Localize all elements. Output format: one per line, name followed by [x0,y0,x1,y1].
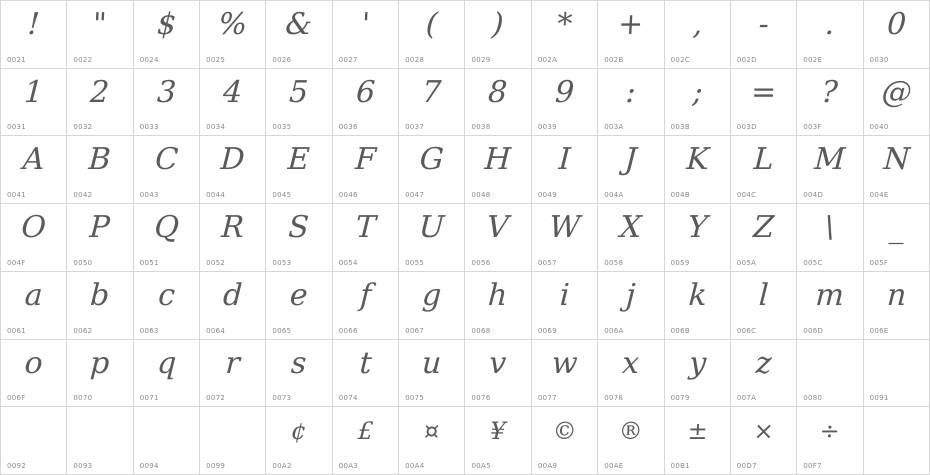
glyph-character: : [624,74,637,110]
glyph-codepoint: 0042 [73,191,93,200]
glyph-cell[interactable] [1,340,67,408]
glyph-cell[interactable] [465,204,531,272]
glyph-codepoint: 0074 [338,394,358,403]
glyph-character: 7 [421,74,443,110]
glyph-cell[interactable] [797,1,863,69]
glyph-codepoint: 00AE [604,462,624,470]
glyph-character: I [557,142,572,178]
glyph-cell[interactable] [399,69,465,137]
glyph-cell[interactable] [731,272,797,340]
glyph-cell[interactable] [200,1,266,69]
glyph-character: X [619,210,643,246]
glyph-cell[interactable] [598,69,664,137]
glyph-codepoint: 0036 [338,123,358,132]
glyph-character: y [687,345,707,381]
glyph-cell[interactable] [67,340,133,408]
glyph-codepoint: 0069 [537,326,557,335]
glyph-cell[interactable] [333,69,399,137]
glyph-character: 6 [355,74,376,110]
glyph-codepoint: 0033 [139,123,159,132]
glyph-codepoint: 004F [7,258,26,267]
glyph-cell[interactable] [731,407,797,475]
glyph-codepoint: 006B [670,326,690,335]
glyph-codepoint: 0028 [405,55,425,64]
glyph-character: , [691,7,703,42]
glyph-cell[interactable] [465,272,531,340]
glyph-cell[interactable] [134,407,200,475]
glyph-codepoint: 006D [803,326,824,335]
glyph-character: T [354,210,377,246]
glyph-character: Z [752,210,775,246]
glyph-codepoint: 0031 [7,123,27,132]
glyph-codepoint: 0029 [471,55,491,64]
glyph-cell[interactable] [333,340,399,408]
glyph-character: * [556,7,573,42]
glyph-character: v [488,345,508,381]
glyph-codepoint: 0092 [7,462,27,470]
glyph-cell[interactable] [1,204,67,272]
glyph-character: _ [887,210,905,246]
glyph-cell[interactable] [399,136,465,204]
glyph-codepoint: 007A [736,394,757,403]
glyph-codepoint: 003F [803,123,822,132]
glyph-codepoint: 0062 [73,326,93,335]
glyph-cell[interactable] [266,1,332,69]
glyph-character: k [687,277,708,313]
glyph-codepoint: 0048 [471,191,491,200]
glyph-character: U [418,210,446,246]
glyph-cell[interactable] [200,407,266,475]
glyph-character: Y [686,210,709,246]
glyph-cell[interactable] [1,136,67,204]
glyph-character: ¤ [423,417,441,446]
glyph-cell[interactable] [598,204,664,272]
glyph-codepoint: 0073 [272,394,292,403]
glyph-cell[interactable] [731,204,797,272]
glyph-cell[interactable] [864,204,930,272]
glyph-codepoint: 0079 [670,394,690,403]
glyph-cell[interactable] [465,1,531,69]
glyph-character: 5 [288,74,310,110]
glyph-cell[interactable] [399,272,465,340]
glyph-codepoint: 0072 [206,394,226,403]
glyph-character: ! [26,7,41,42]
glyph-cell[interactable] [864,407,930,475]
glyph-codepoint: 0025 [206,55,226,64]
glyph-character: e [289,277,309,313]
glyph-character: N [882,142,911,178]
glyph-cell[interactable] [665,1,731,69]
glyph-character: b [89,277,111,313]
glyph-cell[interactable] [200,204,266,272]
glyph-character: E [287,142,311,178]
glyph-character: p [89,345,111,381]
glyph-cell[interactable] [399,1,465,69]
glyph-cell[interactable] [266,136,332,204]
glyph-character: h [487,277,509,313]
glyph-codepoint: 003D [736,123,757,132]
glyph-character: ¥ [489,417,507,446]
glyph-codepoint: 004C [736,191,757,200]
glyph-cell[interactable] [200,69,266,137]
glyph-character: + [617,7,645,42]
glyph-character: j [625,277,637,313]
glyph-codepoint: 0070 [73,394,93,403]
glyph-codepoint: 0061 [7,326,27,335]
glyph-codepoint: 003A [604,123,624,132]
glyph-cell[interactable] [67,136,133,204]
glyph-character: ? [821,74,839,110]
glyph-codepoint: 0068 [471,326,491,335]
glyph-codepoint: 00A2 [272,462,292,470]
glyph-cell[interactable] [598,272,664,340]
glyph-character: 0 [885,7,907,42]
glyph-codepoint: 0049 [537,191,557,200]
glyph-character: L [752,142,775,178]
glyph-codepoint: 005F [869,258,889,267]
glyph-codepoint: 004D [803,191,824,200]
glyph-codepoint: 0058 [604,258,624,267]
glyph-codepoint: 0051 [139,258,159,267]
glyph-character: ) [491,7,505,42]
glyph-codepoint: 0053 [272,258,292,267]
glyph-codepoint: 00D7 [736,462,757,470]
glyph-codepoint: 0045 [272,191,292,200]
glyph-cell[interactable] [67,272,133,340]
glyph-character: z [754,345,773,381]
glyph-codepoint: 0052 [206,258,226,267]
glyph-cell[interactable] [797,272,863,340]
glyph-codepoint: 0067 [405,326,425,335]
glyph-cell[interactable] [665,340,731,408]
glyph-cell[interactable] [598,1,664,69]
glyph-codepoint: 005A [736,258,757,267]
glyph-cell[interactable] [266,340,332,408]
glyph-codepoint: 0027 [338,55,358,64]
glyph-codepoint: 0041 [7,191,27,200]
glyph-cell[interactable] [266,204,332,272]
glyph-cell[interactable] [266,272,332,340]
glyph-codepoint: 002E [803,55,823,64]
glyph-character: G [418,142,445,178]
glyph-character: ; [691,74,704,110]
glyph-cell[interactable] [465,407,531,475]
glyph-cell[interactable] [67,407,133,475]
glyph-cell[interactable] [731,340,797,408]
glyph-cell[interactable] [731,1,797,69]
glyph-character: w [550,345,579,381]
glyph-cell[interactable] [1,69,67,137]
glyph-codepoint: 00A4 [405,462,425,470]
glyph-character: D [219,142,246,178]
glyph-codepoint: 00F7 [803,462,822,470]
glyph-character: W [548,210,581,246]
glyph-character: $ [155,7,177,42]
glyph-character: ( [425,7,439,42]
glyph-character: q [155,345,177,381]
glyph-cell[interactable] [333,272,399,340]
glyph-codepoint: 0071 [139,394,159,403]
glyph-codepoint: 004A [604,191,624,200]
glyph-codepoint: 0021 [7,55,27,64]
glyph-codepoint: 0080 [803,394,823,403]
glyph-character: m [814,277,846,313]
glyph-cell[interactable] [67,69,133,137]
glyph-character: o [23,345,44,381]
glyph-codepoint: 0063 [139,326,159,335]
glyph-codepoint: 0046 [338,191,358,200]
glyph-codepoint: 004E [869,191,889,200]
glyph-character: 2 [89,74,111,110]
glyph-cell[interactable] [864,136,930,204]
glyph-cell[interactable] [333,136,399,204]
glyph-cell[interactable] [134,204,200,272]
glyph-character: 9 [554,74,576,110]
glyph-cell[interactable] [532,272,598,340]
glyph-cell[interactable] [665,407,731,475]
glyph-cell[interactable] [598,340,664,408]
glyph-cell[interactable] [399,340,465,408]
glyph-character: M [813,142,847,178]
glyph-cell[interactable] [665,272,731,340]
glyph-character: ' [360,7,371,42]
glyph-codepoint: 0091 [869,394,889,403]
glyph-codepoint: 002D [736,55,757,64]
glyph-codepoint: 0050 [73,258,93,267]
glyph-character: r [224,345,241,381]
glyph-cell[interactable] [532,1,598,69]
glyph-cell[interactable] [134,340,200,408]
glyph-cell[interactable] [864,1,930,69]
glyph-cell[interactable] [797,204,863,272]
glyph-codepoint: 0077 [537,394,557,403]
glyph-cell[interactable] [532,340,598,408]
glyph-cell[interactable] [134,1,200,69]
glyph-character: & [284,7,314,42]
glyph-cell[interactable] [266,407,332,475]
glyph-cell[interactable] [399,204,465,272]
glyph-cell[interactable] [532,204,598,272]
glyph-codepoint: 002A [537,55,558,64]
glyph-codepoint: 0032 [73,123,93,132]
glyph-codepoint: 00A3 [338,462,359,470]
glyph-codepoint: 0044 [206,191,226,200]
glyph-character: u [421,345,443,381]
glyph-character: C [153,142,179,178]
glyph-codepoint: 0064 [206,326,226,335]
glyph-character: ± [686,417,709,446]
glyph-codepoint: 003B [670,123,690,132]
glyph-codepoint: 0055 [405,258,425,267]
glyph-cell[interactable] [200,136,266,204]
glyph-codepoint: 006E [869,326,889,335]
glyph-cell[interactable] [200,340,266,408]
glyph-cell[interactable] [333,204,399,272]
glyph-cell[interactable] [731,136,797,204]
glyph-codepoint: 0066 [338,326,358,335]
glyph-codepoint: 0024 [139,55,159,64]
glyph-codepoint: 002B [604,55,624,64]
glyph-character: 8 [487,74,509,110]
glyph-codepoint: 0026 [272,55,292,64]
glyph-codepoint: 0056 [471,258,491,267]
glyph-codepoint: 00B1 [670,462,690,470]
glyph-codepoint: 0065 [272,326,292,335]
glyph-character: % [217,7,248,42]
glyph-cell[interactable] [1,407,67,475]
glyph-character: ® [618,417,644,446]
glyph-character: × [752,417,775,446]
glyph-character: l [757,277,770,313]
glyph-cell[interactable] [665,69,731,137]
glyph-character: F [354,142,377,178]
glyph-codepoint: 0035 [272,123,292,132]
glyph-character: d [222,277,244,313]
glyph-character: @ [880,74,913,110]
glyph-character: - [757,7,770,42]
glyph-character: c [157,277,176,313]
glyph-cell[interactable] [864,272,930,340]
glyph-cell[interactable] [598,136,664,204]
glyph-cell[interactable] [665,136,731,204]
glyph-codepoint: 0038 [471,123,491,132]
glyph-codepoint: 0039 [537,123,557,132]
glyph-character: . [824,7,836,42]
glyph-codepoint: 0034 [206,123,226,132]
glyph-character: 3 [155,74,177,110]
glyph-codepoint: 004B [670,191,690,200]
glyph-codepoint: 006F [7,394,26,403]
glyph-character: R [220,210,245,246]
glyph-character: s [290,345,308,381]
glyph-codepoint: 0043 [139,191,159,200]
glyph-character: " [92,7,108,42]
glyph-cell[interactable] [200,272,266,340]
glyph-cell[interactable] [465,136,531,204]
glyph-cell[interactable] [797,69,863,137]
glyph-character: V [486,210,510,246]
glyph-codepoint: 0054 [338,258,358,267]
glyph-character: x [621,345,641,381]
glyph-character: ÷ [819,417,841,446]
glyph-codepoint: 0059 [670,258,690,267]
glyph-cell[interactable] [465,340,531,408]
glyph-codepoint: 0057 [537,258,557,267]
glyph-cell[interactable] [67,204,133,272]
glyph-cell[interactable] [67,1,133,69]
glyph-cell[interactable] [333,407,399,475]
glyph-codepoint: 0076 [471,394,491,403]
glyph-cell[interactable] [797,340,863,408]
glyph-cell[interactable] [399,407,465,475]
glyph-cell[interactable] [665,204,731,272]
glyph-character: n [885,277,907,313]
glyph-character: 4 [222,74,244,110]
glyph-codepoint: 0047 [405,191,425,200]
glyph-cell[interactable] [797,407,863,475]
glyph-cell[interactable] [864,69,930,137]
glyph-cell[interactable] [266,69,332,137]
glyph-cell[interactable] [797,136,863,204]
glyph-cell[interactable] [333,1,399,69]
glyph-cell[interactable] [532,407,598,475]
glyph-character: B [88,142,112,178]
glyph-codepoint: 0075 [405,394,425,403]
glyph-codepoint: 0022 [73,55,93,64]
glyph-codepoint: 006A [604,326,624,335]
glyph-cell[interactable] [532,136,598,204]
glyph-cell[interactable] [598,407,664,475]
glyph-codepoint: 0093 [73,462,93,470]
glyph-cell[interactable] [1,1,67,69]
glyph-cell[interactable] [1,272,67,340]
glyph-character: © [551,417,578,446]
glyph-character: J [623,142,638,178]
glyph-codepoint: 0040 [869,123,889,132]
glyph-codepoint: 002C [670,55,691,64]
glyph-character: O [20,210,47,246]
glyph-codepoint: 006C [736,326,757,335]
glyph-character: t [358,345,373,381]
glyph-cell[interactable] [532,69,598,137]
glyph-codepoint: 0094 [139,462,159,470]
glyph-character: \ [824,210,836,246]
glyph-character: a [23,277,44,313]
glyph-codepoint: 005C [803,258,823,267]
glyph-character: A [21,142,46,178]
glyph-codepoint: 0030 [869,55,889,64]
glyph-cell[interactable] [731,69,797,137]
glyph-character: ¢ [290,417,308,446]
glyph-codepoint: 00A9 [537,462,558,470]
glyph-cell[interactable] [134,136,200,204]
glyph-character: S [287,210,311,246]
glyph-character: i [558,277,571,313]
glyph-character: 1 [23,74,45,110]
glyph-cell[interactable] [134,69,200,137]
glyph-codepoint: 0037 [405,123,425,132]
glyph-character: £ [357,417,374,446]
glyph-character: = [750,74,778,110]
glyph-cell[interactable] [465,69,531,137]
glyph-character: H [484,142,513,178]
glyph-character: g [421,277,443,313]
glyph-cell[interactable] [864,340,930,408]
glyph-character: K [685,142,710,178]
glyph-codepoint: 00A5 [471,462,491,470]
glyph-character: Q [153,210,180,246]
glyph-codepoint: 0099 [206,462,226,470]
glyph-cell[interactable] [134,272,200,340]
glyph-character: f [359,277,372,313]
glyph-character: P [89,210,112,246]
glyph-codepoint: 0078 [604,394,624,403]
